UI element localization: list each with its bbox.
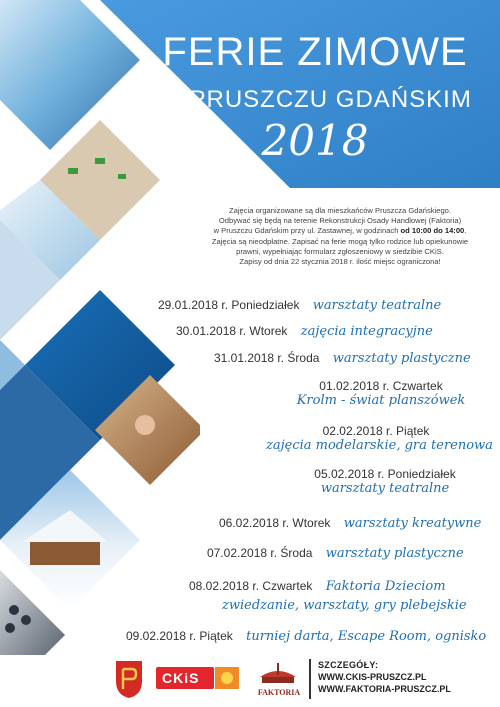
schedule-activity: warsztaty plastyczne <box>332 351 471 366</box>
frost-tile-top <box>0 0 140 150</box>
photo-mosaic <box>0 0 200 655</box>
schedule-date: 08.02.2018 r. Czwartek <box>189 579 313 593</box>
faktoria-logo-text: FAKTORIA <box>257 688 301 697</box>
footer <box>0 655 500 707</box>
intro-line: w Pruszczu Gdańskim przy ul. Zastawnej, w godzinach od 10:00 do 14:00. <box>213 226 467 236</box>
intro-line: Zajęcia są nieodpłatne. Zapisać na ferie mogą tylko rodzice lub opiekunowie <box>211 236 469 246</box>
schedule-row <box>290 467 480 496</box>
schedule-row <box>266 424 493 453</box>
schedule-date: 07.02.2018 r. Środa <box>207 546 313 560</box>
schedule-date: 31.01.2018 r. Środa <box>214 351 320 365</box>
schedule-activity: warsztaty teatralne <box>320 481 450 496</box>
ckis-logo-icon <box>156 667 214 689</box>
intro-line: Odbywać się będą na terenie Rekonstrukcji Osady Handlowej (Faktoria) <box>218 216 462 226</box>
poster-title: FERIE ZIMOWE <box>162 30 468 74</box>
schedule-activity-detail: zwiedzanie, warsztaty, gry plebejskie <box>222 598 467 613</box>
schedule-row <box>207 544 464 562</box>
poster-year: 2018 <box>261 116 369 165</box>
intro-line: Zajęcia organizowane są dla mieszkańców Pruszcza Gdańskiego. <box>228 206 452 215</box>
intro-line: Zapisy od dnia 22 stycznia 2018 r. ilość miejsc ograniczona! <box>239 257 441 267</box>
schedule-date: 29.01.2018 r. Poniedziałek <box>158 298 300 312</box>
intro-text <box>190 206 490 267</box>
schedule-date: 30.01.2018 r. Wtorek <box>176 324 288 338</box>
intro-line: prawni, wypełniając formularz zgłoszeniowy w siedzibie CKiS. <box>236 246 444 256</box>
schedule-row <box>291 379 471 408</box>
schedule-date: 02.02.2018 r. Piątek <box>322 424 430 438</box>
schedule-row <box>189 577 446 595</box>
schedule-row <box>158 296 441 314</box>
poster-subtitle: W PRUSZCZU GDAŃSKIM <box>158 86 472 113</box>
schedule-row <box>214 349 471 367</box>
footer-details <box>318 659 451 695</box>
website-link-faktoria[interactable]: WWW.FAKTORIA-PRUSZCZ.PL <box>318 684 451 694</box>
schedule-row <box>126 627 486 645</box>
ckis-mark-icon <box>215 667 239 689</box>
schedule-activity: Krolm - świat planszówek <box>296 393 466 408</box>
details-label: SZCZEGÓŁY: <box>318 660 379 670</box>
schedule-activity: zajęcia integracyjne <box>300 324 433 339</box>
website-link-ckis[interactable]: WWW.CKIS-PRUSZCZ.PL <box>318 672 427 682</box>
schedule-activity: turniej darta, Escape Room, ognisko <box>246 629 487 644</box>
ckis-logo-text: CKiS <box>162 670 200 686</box>
schedule-row <box>176 322 433 340</box>
schedule-activity: warsztaty plastyczne <box>325 546 464 561</box>
schedule-row <box>219 514 481 532</box>
schedule-date: 09.02.2018 r. Piątek <box>126 629 233 643</box>
schedule-activity: zajęcia modelarskie, gra terenowa <box>266 438 493 453</box>
hours-highlight: od 10:00 do 14:00 <box>400 226 465 236</box>
schedule-activity: Faktoria Dzieciom <box>325 579 446 594</box>
schedule-row-continued <box>222 596 467 614</box>
faktoria-logo-icon <box>256 661 300 687</box>
pruszcz-coat-of-arms-icon <box>114 659 144 699</box>
schedule-activity: warsztaty teatralne <box>312 298 442 313</box>
schedule-date: 06.02.2018 r. Wtorek <box>219 516 331 530</box>
footer-divider <box>309 659 311 699</box>
schedule-date: 01.02.2018 r. Czwartek <box>319 379 443 393</box>
schedule-activity: warsztaty kreatywne <box>343 516 482 531</box>
schedule-date: 05.02.2018 r. Poniedziałek <box>314 467 456 481</box>
